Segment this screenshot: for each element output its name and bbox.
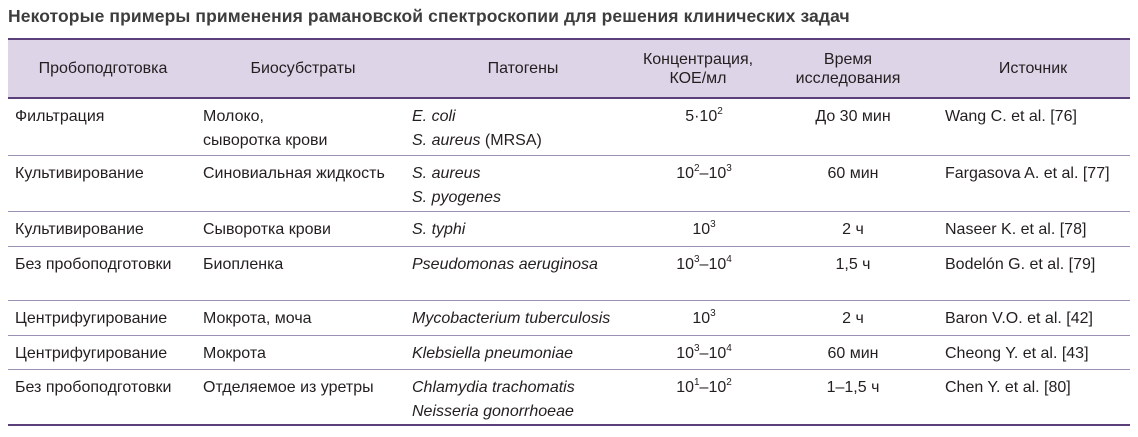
cell-substrate [203, 218, 403, 242]
header-concentration-line1: Концентрация, [642, 50, 754, 68]
cell-pathogens [412, 307, 642, 331]
pathogen-line [412, 342, 642, 366]
pathogen-line [412, 129, 642, 153]
cell-source: Bodelón G. et al. [79] [945, 256, 1096, 273]
table-title: Некоторые примеры применения рамановской спектроскопии для решения клинических задач [8, 6, 850, 26]
concentration-base2: –10 [699, 345, 727, 362]
header-time-line2: исследования [795, 69, 901, 87]
cell-prep: Центрифугирование [15, 310, 168, 327]
pathogen-name: S. typhi [412, 221, 466, 238]
cell-time: 60 мин [827, 165, 879, 182]
pathogen-note: (MRSA) [480, 132, 542, 149]
pathogen-name: S. aureus [412, 132, 481, 149]
table-header [8, 40, 1130, 99]
cell-concentration [644, 253, 764, 277]
table-row [8, 99, 1130, 156]
cell-pathogens [412, 253, 642, 277]
header-substrate: Биосубстраты [250, 60, 356, 77]
cell-time: 1,5 ч [835, 256, 871, 273]
concentration-exp2: 3 [726, 162, 732, 174]
cell-source: Fargasova A. et al. [77] [945, 165, 1110, 182]
concentration-exp: 3 [693, 342, 700, 354]
pathogen-name: E. coli [412, 108, 456, 125]
cell-concentration [644, 162, 764, 186]
substrate-line: Синовиальная жидкость [203, 165, 385, 182]
cell-substrate [203, 105, 403, 153]
pathogen-line [412, 218, 642, 242]
header-prep: Пробоподготовка [38, 60, 168, 77]
cell-concentration [644, 376, 764, 400]
concentration-exp: 2 [693, 162, 700, 174]
header-concentration [638, 40, 758, 97]
concentration-base: 10 [676, 379, 694, 396]
substrate-line: Сыворотка крови [203, 221, 331, 238]
cell-source: Baron V.O. et al. [42] [945, 310, 1093, 327]
cell-time: До 30 мин [815, 108, 891, 125]
pathogen-name: S. aureus [412, 165, 481, 182]
pathogen-name: Klebsiella pneumoniae [412, 345, 573, 362]
substrate-line: Биопленка [203, 256, 284, 273]
cell-concentration [644, 307, 764, 331]
concentration-base: 10 [692, 310, 711, 327]
cell-concentration [644, 342, 764, 366]
cell-source: Wang C. et al. [76] [945, 108, 1077, 125]
pathogen-name: Pseudomonas aeruginosa [412, 256, 598, 273]
concentration-exp: 3 [693, 253, 700, 265]
concentration-exp2: 4 [726, 253, 732, 265]
header-time-line1: Время [823, 50, 873, 68]
cell-substrate [203, 162, 403, 186]
concentration-exp2: 2 [726, 376, 732, 388]
cell-prep: Без пробоподготовки [15, 379, 172, 396]
header-time [768, 40, 928, 97]
pathogen-line [412, 186, 642, 210]
concentration-base: 5·10 [685, 108, 718, 125]
pathogen-line [412, 105, 642, 129]
concentration-base2: –10 [699, 165, 727, 182]
cell-prep: Культивирование [15, 221, 144, 238]
concentration-exp: 2 [717, 105, 723, 117]
concentration-exp: 1 [693, 376, 700, 388]
cell-substrate [203, 307, 403, 331]
substrate-line: сыворотка крови [203, 132, 328, 149]
cell-time: 1–1,5 ч [826, 379, 880, 396]
concentration-base: 10 [676, 165, 694, 182]
pathogen-line [412, 162, 642, 186]
pathogen-name: Neisseria gonorrhoeae [412, 403, 574, 420]
pathogen-name: Chlamydia trachomatis [412, 379, 575, 396]
concentration-base2: –10 [699, 379, 727, 396]
concentration-exp: 3 [710, 218, 716, 230]
cell-source: Chen Y. et al. [80] [945, 379, 1071, 396]
table-row [8, 370, 1130, 426]
cell-pathogens [412, 376, 642, 424]
cell-time: 60 мин [827, 345, 879, 362]
cell-source: Cheong Y. et al. [43] [945, 345, 1089, 362]
pathogen-name: Mycobacterium tuberculosis [412, 310, 611, 327]
concentration-base: 10 [692, 221, 711, 238]
substrate-line: Молоко, [203, 108, 264, 125]
concentration-base2: –10 [699, 256, 727, 273]
cell-pathogens [412, 162, 642, 210]
pathogen-line [412, 400, 642, 424]
substrate-line: Мокрота, моча [203, 310, 312, 327]
cell-pathogens [412, 105, 642, 153]
cell-time: 2 ч [842, 221, 864, 238]
cell-time: 2 ч [842, 310, 864, 327]
table-row [8, 212, 1130, 247]
concentration-exp: 3 [710, 307, 716, 319]
cell-prep: Культивирование [15, 165, 144, 182]
cell-source: Naseer K. et al. [78] [945, 221, 1087, 238]
cell-substrate [203, 342, 403, 366]
concentration-base: 10 [676, 256, 694, 273]
clinical-table [8, 38, 1130, 426]
header-concentration-line2: КОЕ/мл [669, 69, 727, 87]
cell-substrate [203, 376, 403, 400]
substrate-line: Отделяемое из уретры [203, 379, 374, 396]
cell-prep: Без пробоподготовки [15, 256, 172, 273]
table-row [8, 156, 1130, 212]
pathogen-line [412, 376, 642, 400]
cell-prep: Центрифугирование [15, 345, 168, 362]
concentration-exp2: 4 [726, 342, 732, 354]
cell-concentration [644, 105, 764, 129]
header-source: Источник [998, 60, 1068, 77]
table-row [8, 301, 1130, 336]
pathogen-line [412, 307, 642, 331]
substrate-line: Мокрота [203, 345, 266, 362]
cell-substrate [203, 253, 403, 277]
header-pathogens: Патогены [487, 60, 559, 77]
table-row [8, 336, 1130, 370]
concentration-base: 10 [676, 345, 694, 362]
pathogen-name: S. pyogenes [412, 189, 501, 206]
cell-prep: Фильтрация [15, 108, 105, 125]
cell-concentration [644, 218, 764, 242]
cell-pathogens [412, 218, 642, 242]
cell-pathogens [412, 342, 642, 366]
pathogen-line [412, 253, 642, 277]
table-row [8, 247, 1130, 301]
